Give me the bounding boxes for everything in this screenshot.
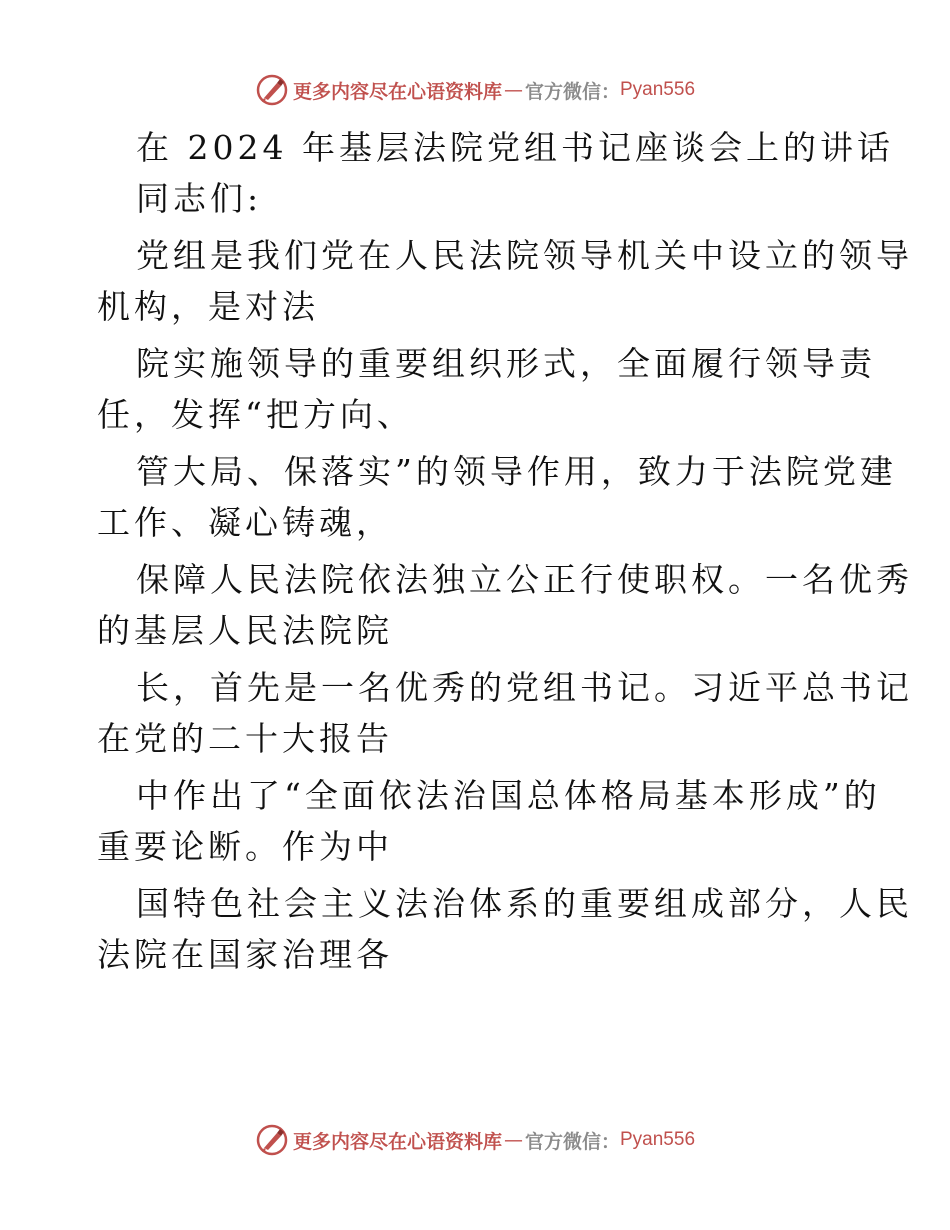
banner-account-label: 官方微信： [524,1130,620,1153]
document-title: 在 2024 年基层法院党组书记座谈会上的讲话 [136,128,894,167]
paragraph-line: 国特色社会主义法治体系的重要组成部分，人民 [136,884,913,923]
paragraph-line: 党组是我们党在人民法院领导机关中设立的领导 [136,236,913,275]
paragraph-line: 长，首先是一名优秀的党组书记。习近平总书记 [136,668,913,707]
banner-account-id: Pyan556 [620,79,696,100]
paragraph-line: 在党的二十大报告 [97,719,393,758]
banner-account-id: Pyan556 [620,1129,696,1150]
paragraph-line: 重要论断。作为中 [97,827,393,866]
paragraph-line: 任，发挥“把方向、 [97,395,414,434]
footer-banner [0,1120,950,1160]
paragraph-line: 工作、凝心铸魂， [97,503,393,542]
pen-logo-icon [255,73,289,107]
paragraph-line: 院实施领导的重要组织形式，全面履行领导责 [136,344,876,383]
banner-account-label: 官方微信： [524,80,620,103]
pen-logo-icon [255,1123,289,1157]
paragraph-line: 保障人民法院依法独立公正行使职权。一名优秀 [136,560,913,599]
banner-main-text: 更多内容尽在心语资料库 [292,1130,502,1153]
paragraph-line: 机构，是对法 [97,287,319,326]
banner-dash: — [503,79,523,101]
document-body [97,122,913,980]
paragraph-line: 的基层人民法院院 [97,611,393,650]
header-banner [0,70,950,110]
paragraph-line: 中作出了“全面依法治国总体格局基本形成”的 [136,776,881,815]
paragraph-line: 法院在国家治理各 [97,935,393,974]
banner-dash: — [503,1129,523,1151]
paragraph-line: 管大局、保落实”的领导作用，致力于法院党建 [136,452,897,491]
document-greeting: 同志们: [136,179,263,218]
banner-main-text: 更多内容尽在心语资料库 [292,80,502,103]
